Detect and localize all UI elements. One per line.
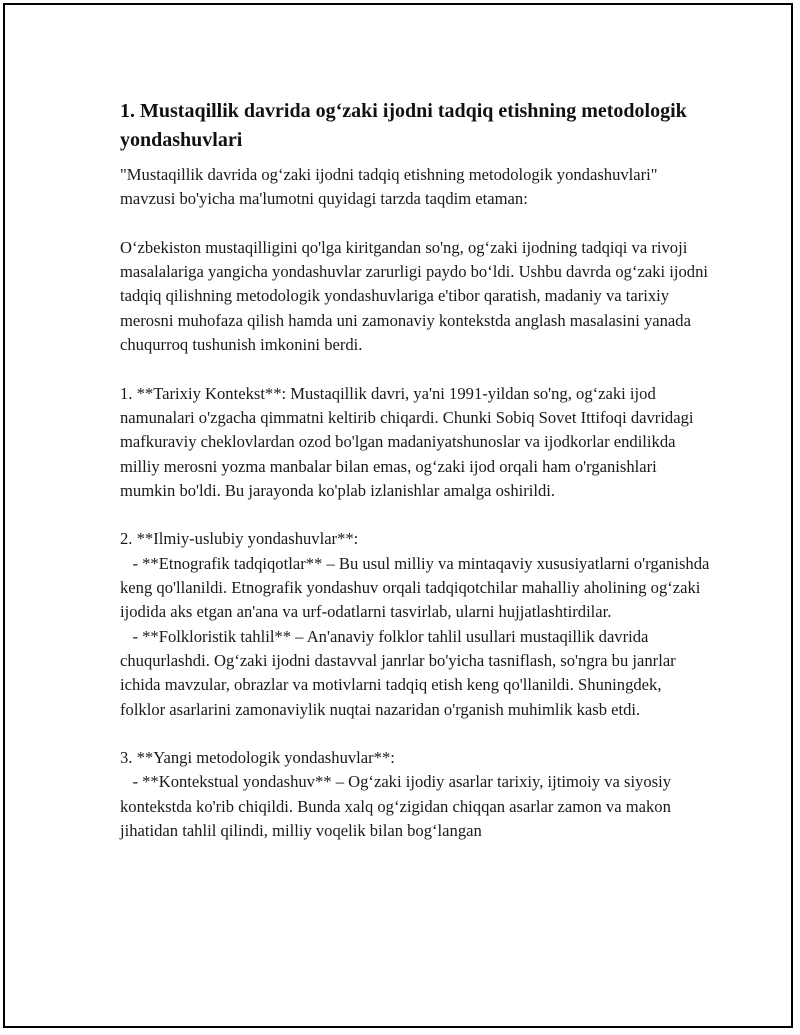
paragraph-scientific-approaches: 2. **Ilmiy-uslubiy yondashuvlar**: - **Etnografik tadqiqotlar** – Bu usul milliy va mintaqaviy xususiyatlarni o'rganishda keng qo'llanildi. Etnografik yondashuv orqali tadqiqotchilar mahalliy aholining og‘zaki ijodida aks etgan an'ana va urf-odatlarni tasvirlab, ularni hujjatlashtirdilar. - **Folkloristik tahlil** – An'anaviy folklor tahlil usullari mustaqillik davrida chuqurlashdi. Og‘zaki ijodni dastavval janrlar bo'yicha tasniflash, so'ngra bu janrlar ichida mavzular, obrazlar va motivlarni tadqiq etish keng qo'llanildi. Shuningdek, folklor asarlarini zamonaviylik nuqtai nazaridan o'rganish muhimlik kasb etdi. xyxy=(120,529,710,719)
paragraph-context: O‘zbekiston mustaqilligini qo'lga kiritgandan so'ng, og‘zaki ijodning tadqiqi va rivoji masalalariga yangicha yondashuvlar zarurligi paydo bo‘ldi. Ushbu davrda og‘zaki ijodni tadqiq qilishning metodologik yondashuvlariga e'tibor qaratish, madaniy va tarixiy merosni muhofaza qilish hamda uni zamonaviy kontekstda anglash masalasini yanada chuqurroq tushunish imkonini berdi. xyxy=(120,237,713,355)
section-title: 1. Mustaqillik davrida og‘zaki ijodni tadqiq etishning metodologik yondashuvlari xyxy=(120,100,687,151)
paragraph-spacer xyxy=(120,722,710,746)
paragraph-new-approaches: 3. **Yangi metodologik yondashuvlar**: - **Kontekstual yondashuv** – Og‘zaki ijodiy asarlar tarixiy, ijtimoiy va siyosiy kontekstda ko'rib chiqildi. Bunda xalq og‘zigidan chiqqan asarlar zamon va makon jihatidan tahlil qilindi, milliy voqelik bilan bog‘langan xyxy=(120,748,672,841)
paragraph-historical-context: 1. **Tarixiy Kontekst**: Mustaqillik davri, ya'ni 1991-yildan so'ng, og‘zaki ijod namunalari o'zgacha qimmatni keltirib chiqardi. Chunki Sobiq Sovet Ittifoqi davridagi mafkuraviy cheklovlardan ozod bo'lgan madaniyatshunoslar va ijodkorlar endilikda milliy merosni yozma manbalar bilan emas, og‘zaki ijod orqali ham o'rganishlari mumkin bo'ldi. Bu jarayonda ko'plab izlanishlar amalga oshirildi. xyxy=(120,383,698,500)
paragraph-intro: "Mustaqillik davrida og‘zaki ijodni tadqiq etishning metodologik yondashuvlari" mavzusi bo'yicha ma'lumotni quyidagi tarzda taqdim etaman: xyxy=(120,165,662,209)
document-page xyxy=(3,3,793,1028)
document-body xyxy=(120,97,713,843)
paragraph-spacer xyxy=(120,212,710,236)
paragraph-spacer xyxy=(120,357,710,381)
paragraph-spacer xyxy=(120,503,710,527)
